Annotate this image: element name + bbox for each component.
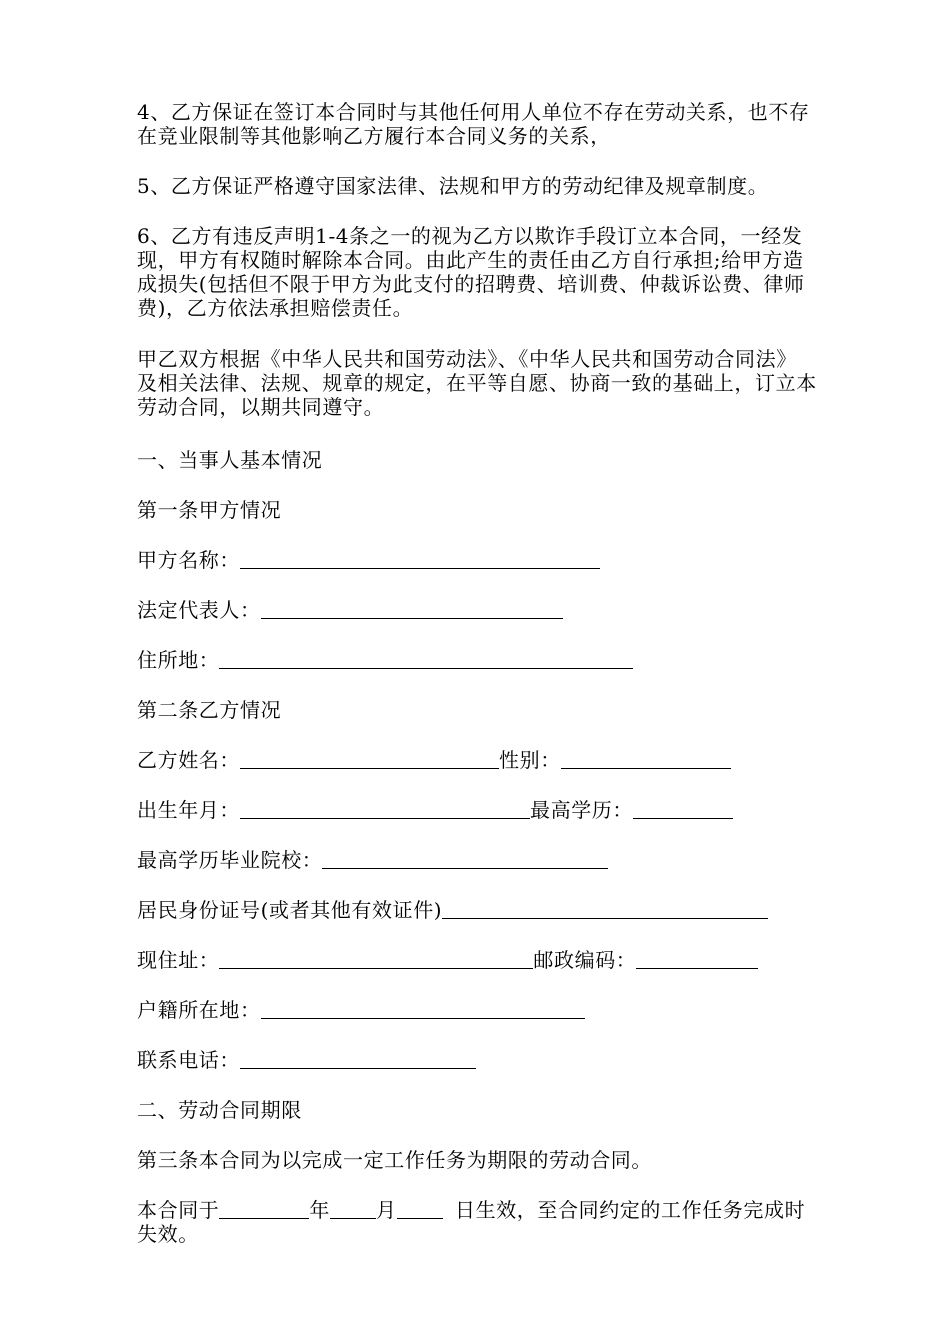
current-address-blank[interactable] (219, 948, 533, 969)
current-address-label: 现住址： (137, 948, 220, 972)
clause-6: 6、乙方有违反声明1-4条之一的视为乙方以欺诈手段订立本合同，一经发现，甲方有权随时解除本合同。由此产生的责任由乙方自行承担;给甲方造成损失(包括但不限于甲方为此支付的招聘费、培训费、仲裁诉讼费、律师费)，乙方依法承担赔偿责任。 (137, 224, 805, 320)
address-row (137, 648, 633, 672)
education-blank[interactable] (633, 798, 733, 819)
party-b-name-label: 乙方姓名： (137, 748, 240, 772)
gender-blank[interactable] (561, 748, 731, 769)
birth-blank[interactable] (240, 798, 530, 819)
year-label: 年 (309, 1198, 331, 1222)
party-a-name-label: 甲方名称： (137, 548, 240, 572)
clause-5: 5、乙方保证严格遵守国家法律、法规和甲方的劳动纪律及规章制度。 (137, 174, 769, 198)
school-row (137, 848, 608, 872)
effective-suffix: 日生效，至合同约定的工作任务完成时失效。 (137, 1198, 806, 1246)
legal-rep-blank[interactable] (261, 598, 563, 619)
address-blank[interactable] (219, 648, 633, 669)
birth-row (137, 798, 733, 822)
id-number-label: 居民身份证号(或者其他有效证件) (137, 898, 443, 922)
phone-row (137, 1048, 476, 1072)
clause-4: 4、乙方保证在签订本合同时与其他任何用人单位不存在劳动关系，也不存在竞业限制等其他影响乙方履行本合同义务的关系， (137, 100, 810, 148)
month-label: 月 (376, 1198, 397, 1222)
education-label: 最高学历： (530, 798, 633, 822)
legal-rep-label: 法定代表人： (137, 598, 261, 622)
school-blank[interactable] (322, 848, 608, 869)
gender-label: 性别： (499, 748, 561, 772)
id-number-row (137, 898, 768, 922)
current-address-row (137, 948, 758, 972)
party-b-name-blank[interactable] (240, 748, 499, 769)
phone-label: 联系电话： (137, 1048, 240, 1072)
party-b-name-row (137, 748, 731, 772)
section-2-heading: 二、劳动合同期限 (137, 1098, 302, 1122)
household-row (137, 998, 585, 1022)
effective-prefix: 本合同于 (137, 1198, 220, 1222)
legal-rep-row (137, 598, 563, 622)
section-1-heading: 一、当事人基本情况 (137, 448, 323, 472)
postcode-blank[interactable] (636, 948, 758, 969)
id-number-blank[interactable] (442, 898, 768, 919)
article-3-text: 第三条本合同为以完成一定工作任务为期限的劳动合同。 (137, 1148, 652, 1172)
party-a-name-blank[interactable] (240, 548, 600, 569)
household-blank[interactable] (261, 998, 585, 1019)
address-label: 住所地： (137, 648, 220, 672)
school-label: 最高学历毕业院校： (137, 848, 323, 872)
phone-blank[interactable] (240, 1048, 476, 1069)
birth-label: 出生年月： (137, 798, 240, 822)
postcode-label: 邮政编码： (533, 948, 637, 972)
article-1-heading: 第一条甲方情况 (137, 498, 282, 522)
legal-basis-paragraph: 甲乙双方根据《中华人民共和国劳动法》、《中华人民共和国劳动合同法》及相关法律、法规、规章的规定，在平等自愿、协商一致的基础上，订立本劳动合同，以期共同遵守。 (137, 347, 817, 419)
party-a-name-row (137, 548, 600, 572)
household-label: 户籍所在地： (137, 998, 261, 1022)
article-2-heading: 第二条乙方情况 (137, 698, 282, 722)
